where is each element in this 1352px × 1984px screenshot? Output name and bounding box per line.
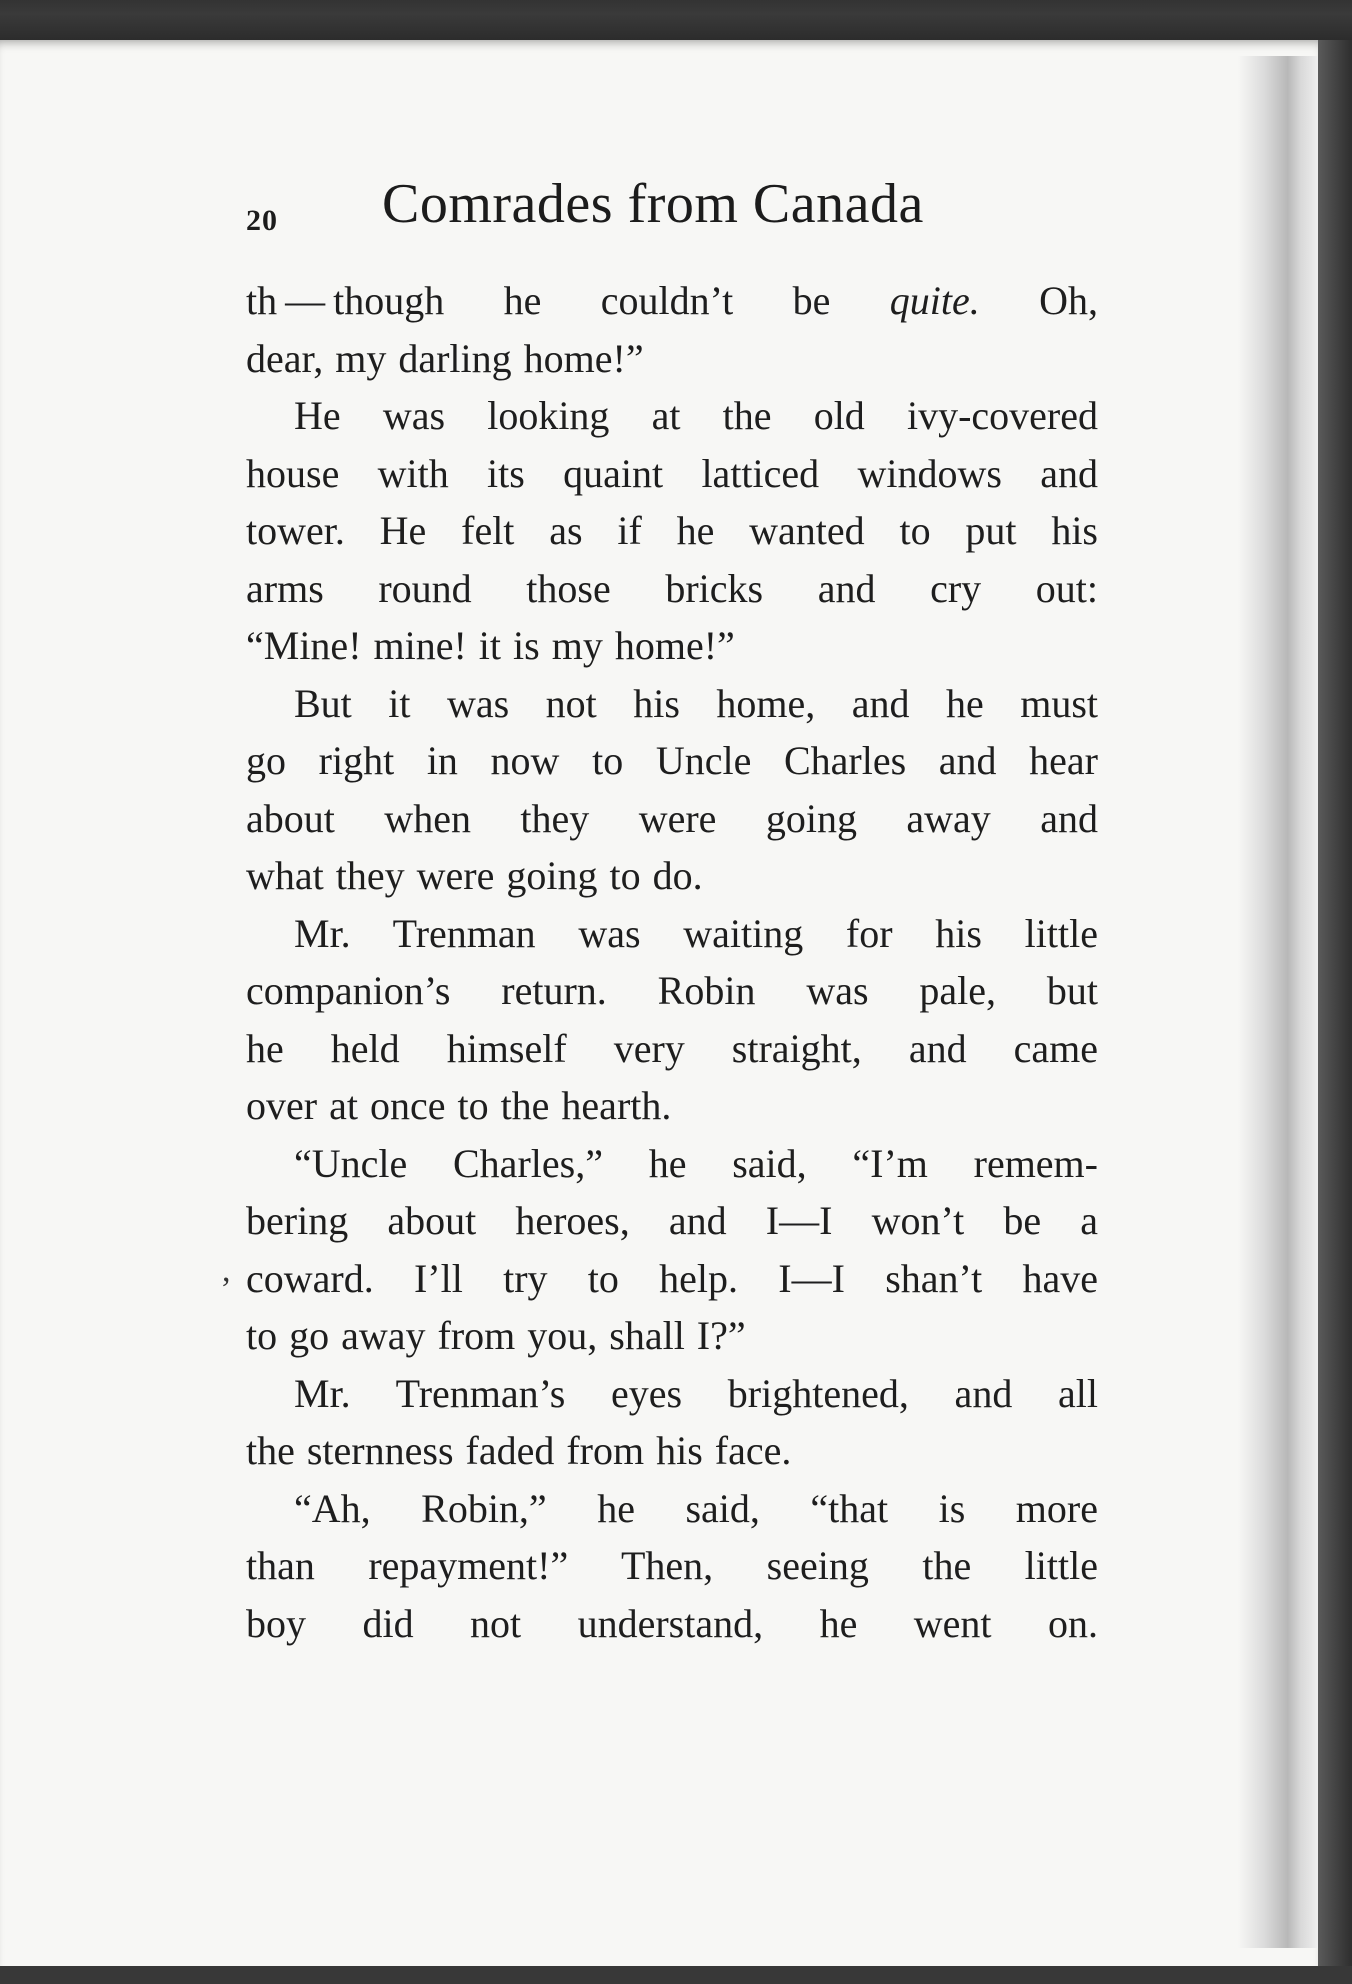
text-line: tower. He felt as if he wanted to put his [246, 508, 1098, 553]
stray-mark: , [222, 1252, 231, 1289]
text-line-segment: th — though he couldn’t be [246, 278, 890, 323]
text-line: about when they were going away and [246, 795, 1098, 841]
page-header [246, 172, 1106, 252]
text-line: arms round those bricks and cry out: [246, 565, 1098, 611]
book-edge [1318, 40, 1352, 1966]
paragraph-start: Mr. Trenman was waiting for his little [294, 910, 1098, 956]
paragraph-start: He was looking at the old ivy-covered [294, 393, 1098, 438]
text-line: go right in now to Uncle Charles and hear [246, 738, 1098, 783]
page-gutter-shadow [1238, 56, 1318, 1948]
text-line [246, 272, 1098, 330]
paragraph-start: “Uncle Charles,” he said, “I’m remem- [294, 1140, 1098, 1186]
text-line: coward. I’ll try to help. I—I shan’t have [246, 1255, 1098, 1301]
text-line: boy did not understand, he went on. [246, 1600, 1098, 1646]
text-line: “Mine! mine! it is my home!” [246, 623, 735, 668]
text-line: to go away from you, shall I?” [246, 1313, 746, 1358]
page-number: 20 [246, 204, 278, 237]
body-text [246, 272, 1098, 1652]
text-line: dear, my darling home!” [246, 335, 644, 381]
scan-bottom-edge [0, 1966, 1352, 1984]
paragraph-start: “Ah, Robin,” he said, “that is more [294, 1485, 1098, 1531]
italic-word: quite. [889, 278, 980, 323]
text-line: house with its quaint latticed windows and [246, 450, 1098, 496]
paragraph-start: Mr. Trenman’s eyes brightened, and all [294, 1370, 1098, 1416]
running-title: Comrades from Canada [382, 173, 924, 235]
text-line: bering about heroes, and I—I won’t be a [246, 1198, 1098, 1243]
text-line: the sternness faded from his face. [246, 1428, 792, 1473]
text-line: companion’s return. Robin was pale, but [246, 968, 1098, 1013]
text-line-segment: Oh, [979, 278, 1098, 323]
text-line: over at once to the hearth. [246, 1083, 672, 1128]
text-line: he held himself very straight, and came [246, 1025, 1098, 1071]
text-line: what they were going to do. [246, 853, 703, 898]
paragraph-start: But it was not his home, and he must [294, 680, 1098, 726]
text-line: than repayment!” Then, seeing the little [246, 1543, 1098, 1588]
